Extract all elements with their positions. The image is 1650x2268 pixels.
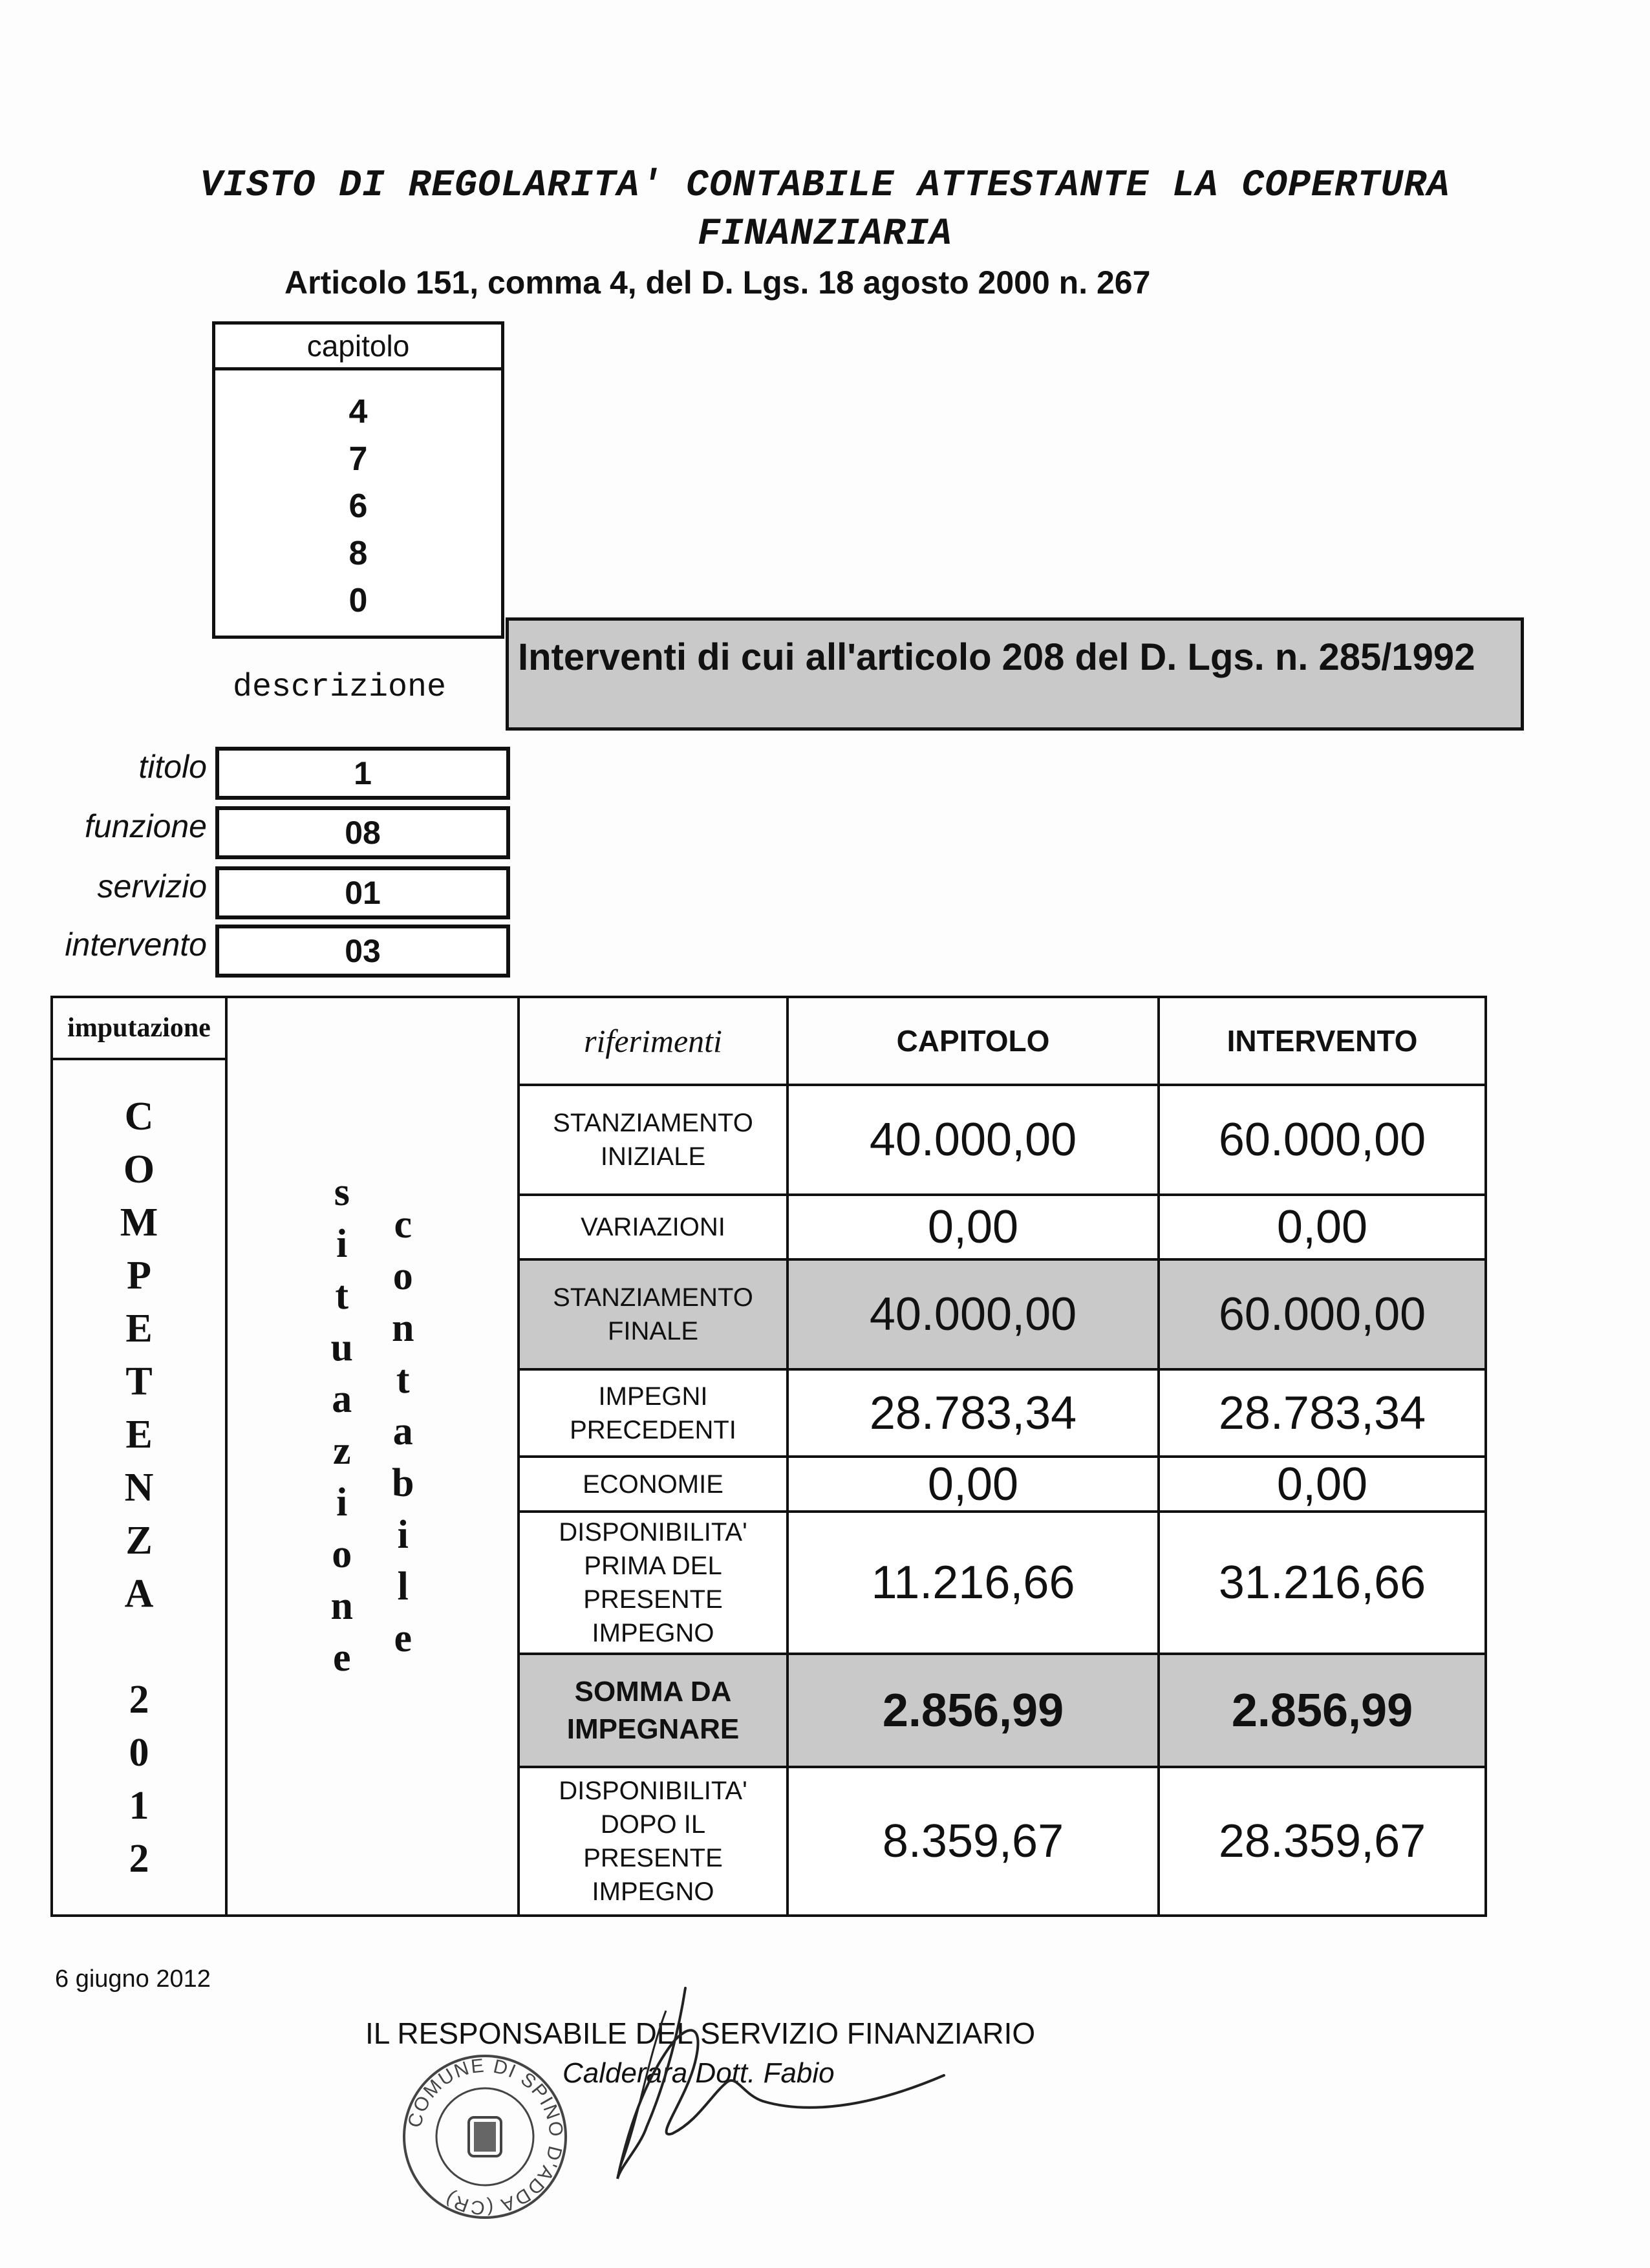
capitolo-digit: 4 <box>348 393 368 431</box>
vertical-letter: l <box>397 1565 409 1609</box>
capitolo-digit: 6 <box>348 487 368 525</box>
document-title-line-2: FINANZIARIA <box>698 213 952 255</box>
vertical-letter: i <box>336 1222 348 1266</box>
competenza-letter: C <box>124 1094 154 1139</box>
row-label-7: DISPONIBILITA' DOPO IL PRESENTE IMPEGNO <box>517 1766 789 1917</box>
intervento-value-3: 28.783,34 <box>1157 1368 1487 1458</box>
row-label-4: ECONOMIE <box>517 1455 789 1513</box>
row-label-0: STANZIAMENTO INIZIALE <box>517 1084 789 1196</box>
intervento-value-1: 0,00 <box>1157 1193 1487 1261</box>
vertical-letter: t <box>396 1358 410 1402</box>
competenza-letter: A <box>124 1571 154 1616</box>
situazione-contabile-vertical <box>331 1166 414 1684</box>
imputazione-header: imputazione <box>50 996 228 1060</box>
situazione-vertical-word <box>331 1166 353 1684</box>
vertical-letter: o <box>392 1254 413 1298</box>
capitolo-value-7: 8.359,67 <box>786 1766 1160 1917</box>
row-label-5: DISPONIBILITA' PRIMA DEL PRESENTE IMPEGNO <box>517 1510 789 1655</box>
competenza-letter: N <box>124 1465 154 1510</box>
svg-text:COMUNE DI SPINO D'ADDA (CR): COMUNE DI SPINO D'ADDA (CR) <box>403 2055 567 2219</box>
intervento-value-5: 31.216,66 <box>1157 1510 1487 1655</box>
classification-value-2: 01 <box>215 866 510 919</box>
row-label-1: VARIAZIONI <box>517 1193 789 1261</box>
signature <box>582 1972 957 2192</box>
competenza-2012-vertical <box>120 1090 158 1885</box>
contabile-vertical-word <box>392 1199 414 1684</box>
responsible-title: IL RESPONSABILE DEL SERVIZIO FINANZIARIO <box>365 2017 1036 2050</box>
intervento-value-6: 2.856,99 <box>1157 1653 1487 1768</box>
responsible-name: Calderara Dott. Fabio <box>562 2057 835 2089</box>
capitolo-value-6: 2.856,99 <box>786 1653 1160 1768</box>
classification-label-0: titolo <box>138 749 207 785</box>
classification-value-1: 08 <box>215 806 510 859</box>
vertical-letter: c <box>394 1203 412 1246</box>
competenza-letter: Z <box>125 1518 153 1563</box>
intervento-value-7: 28.359,67 <box>1157 1766 1487 1917</box>
competenza-letter: E <box>125 1306 153 1351</box>
competenza-letter: 2 <box>129 1836 149 1881</box>
capitolo-value-2: 40.000,00 <box>786 1258 1160 1371</box>
competenza-letter: E <box>125 1412 153 1457</box>
capitolo-digits <box>215 389 501 625</box>
capitolo-digit: 0 <box>348 582 368 619</box>
vertical-letter: b <box>392 1461 414 1505</box>
vertical-letter: u <box>330 1325 353 1369</box>
competenza-letter: T <box>125 1359 153 1404</box>
situazione-contabile-column <box>225 996 520 1917</box>
competenza-letter: 1 <box>129 1783 149 1828</box>
intervento-value-0: 60.000,00 <box>1157 1084 1487 1196</box>
classification-label-1: funzione <box>84 808 207 844</box>
descrizione-label: descrizione <box>233 669 447 706</box>
capitolo-value-4: 0,00 <box>786 1455 1160 1513</box>
capitolo-value-1: 0,00 <box>786 1193 1160 1261</box>
vertical-letter: t <box>335 1274 349 1318</box>
vertical-letter: i <box>397 1513 409 1557</box>
capitolo-value-3: 28.783,34 <box>786 1368 1160 1458</box>
vertical-letter: z <box>332 1429 351 1473</box>
row-label-2: STANZIAMENTO FINALE <box>517 1258 789 1371</box>
vertical-letter: s <box>334 1170 350 1214</box>
classification-label-2: servizio <box>97 868 207 904</box>
vertical-letter: i <box>336 1481 348 1524</box>
intervento-value-4: 0,00 <box>1157 1455 1487 1513</box>
vertical-letter: a <box>392 1409 413 1453</box>
classification-label-3: intervento <box>65 926 207 963</box>
competenza-column <box>50 1058 228 1917</box>
row-label-6: SOMMA DA IMPEGNARE <box>517 1653 789 1768</box>
capitolo-header: capitolo <box>212 321 504 370</box>
intervento-column-header: INTERVENTO <box>1157 996 1487 1086</box>
document-title-line-1: VISTO DI REGOLARITA' CONTABILE ATTESTANTE LA COPERTURA <box>200 165 1450 207</box>
riferimenti-header: riferimenti <box>517 996 789 1086</box>
vertical-letter: a <box>332 1377 352 1421</box>
capitolo-number-box <box>212 367 504 639</box>
capitolo-value-0: 40.000,00 <box>786 1084 1160 1196</box>
competenza-letter: 2 <box>129 1677 149 1722</box>
capitolo-digit: 7 <box>348 440 368 478</box>
intervento-value-2: 60.000,00 <box>1157 1258 1487 1371</box>
vertical-letter: e <box>394 1616 412 1660</box>
capitolo-value-5: 11.216,66 <box>786 1510 1160 1655</box>
vertical-letter: n <box>392 1306 414 1350</box>
capitolo-column-header: CAPITOLO <box>786 996 1160 1086</box>
competenza-letter: 0 <box>129 1730 149 1775</box>
row-label-3: IMPEGNI PRECEDENTI <box>517 1368 789 1458</box>
vertical-letter: o <box>332 1532 352 1576</box>
document-date: 6 giugno 2012 <box>55 1965 211 1993</box>
competenza-letter: M <box>120 1200 158 1245</box>
municipal-seal <box>398 2049 572 2224</box>
classification-value-3: 03 <box>215 925 510 978</box>
competenza-letter: O <box>123 1147 155 1192</box>
legal-reference: Articolo 151, comma 4, del D. Lgs. 18 agosto 2000 n. 267 <box>284 264 1151 301</box>
descrizione-text: Interventi di cui all'articolo 208 del D. Lgs. n. 285/1992 <box>506 617 1524 731</box>
capitolo-digit: 8 <box>348 535 368 572</box>
classification-value-0: 1 <box>215 747 510 800</box>
competenza-letter: P <box>127 1253 151 1298</box>
vertical-letter: e <box>332 1636 351 1680</box>
vertical-letter: n <box>330 1584 353 1628</box>
